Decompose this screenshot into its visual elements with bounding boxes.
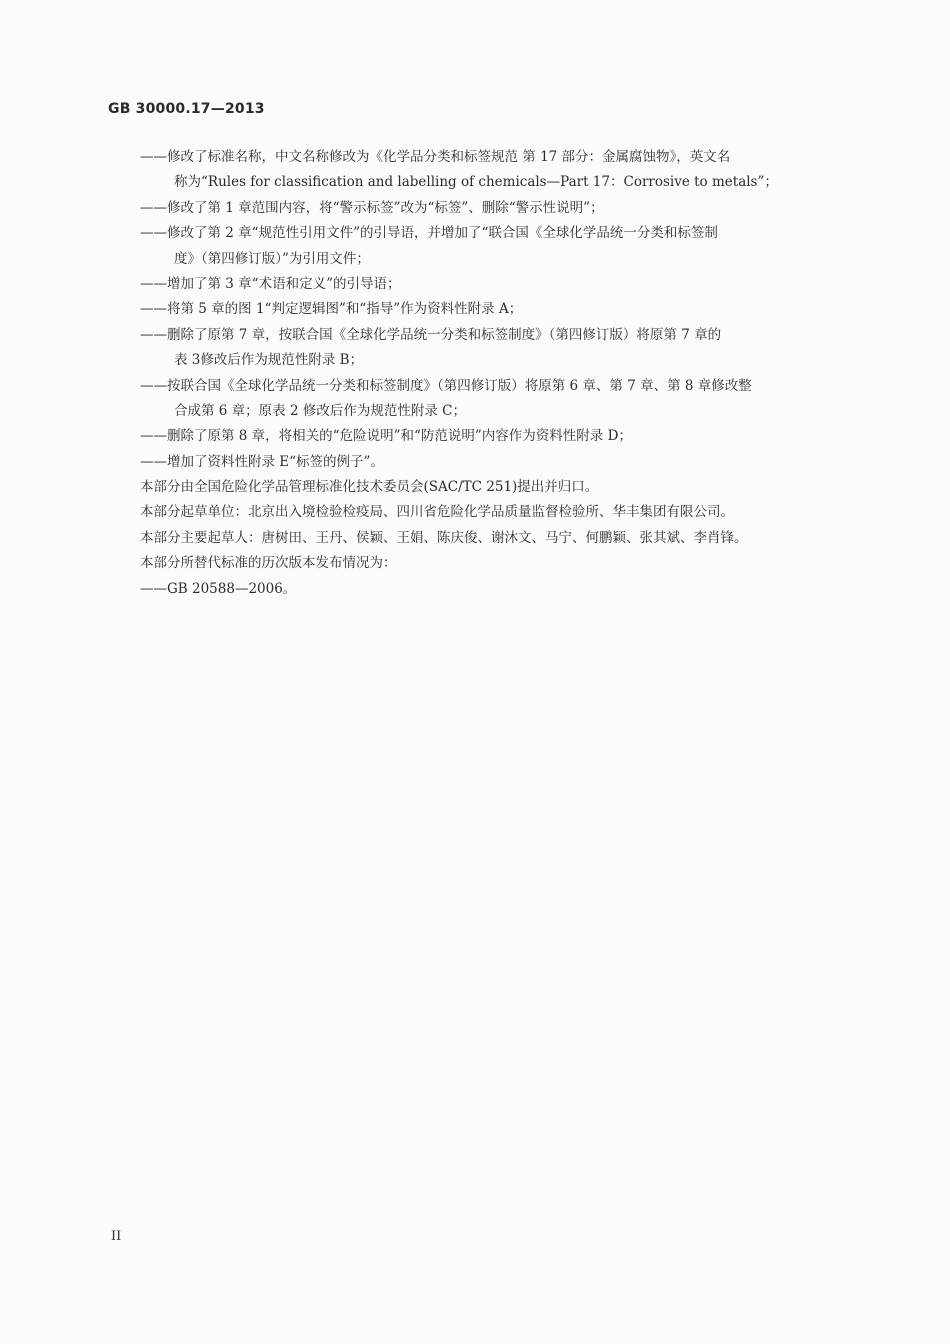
change-item: ——将第 5 章的图 1“判定逻辑图”和“指导”作为资料性附录 A； xyxy=(140,301,523,318)
change-item-continuation: 表 3修改后作为规范性附录 B； xyxy=(174,352,364,369)
standard-code: GB 30000.17—2013 xyxy=(108,101,265,117)
drafting-units: 本部分起草单位：北京出入境检验检疫局、四川省危险化学品质量监督检验所、华丰集团有限公司。 xyxy=(140,504,734,521)
change-item: ——修改了第 1 章范围内容，将“警示标签”改为“标签”、删除“警示性说明”； xyxy=(140,199,604,216)
change-item: ——删除了原第 7 章，按联合国《全球化学品统一分类和标签制度》（第四修订版）将原第 7 章的 xyxy=(140,326,722,343)
change-item: ——增加了资料性附录 E“标签的例子”。 xyxy=(140,453,384,470)
change-item-continuation: 度》（第四修订版）”为引用文件； xyxy=(174,250,370,267)
change-item-continuation: 合成第 6 章；原表 2 修改后作为规范性附录 C； xyxy=(174,402,466,419)
change-item: ——按联合国《全球化学品统一分类和标签制度》（第四修订版）将原第 6 章、第 7 章、第 8 章修改整 xyxy=(140,377,752,394)
previous-versions-heading: 本部分所替代标准的历次版本发布情况为： xyxy=(140,555,397,572)
change-item: ——修改了标准名称，中文名称修改为《化学品分类和标签规范 第 17 部分：金属腐蚀物》，英文名 xyxy=(140,149,731,165)
foreword-content xyxy=(140,145,852,602)
change-item-continuation: 称为“Rules for classification and labelling of chemicals—Part 17：Corrosive to metals”； xyxy=(174,174,778,191)
change-item: ——删除了原第 8 章，将相关的“危险说明”和“防范说明”内容作为资料性附录 D； xyxy=(140,428,632,445)
main-drafters: 本部分主要起草人：唐树田、王丹、侯颖、王娟、陈庆俊、谢沐文、马宁、何鹏颖、张其斌、李肖锋。 xyxy=(140,529,748,546)
change-item: ——增加了第 3 章“术语和定义”的引导语； xyxy=(140,275,401,292)
page-number: II xyxy=(111,1229,122,1244)
proposal-statement: 本部分由全国危险化学品管理标准化技术委员会(SAC/TC 251)提出并归口。 xyxy=(140,479,599,496)
change-item: ——修改了第 2 章“规范性引用文件”的引导语，并增加了“联合国《全球化学品统一分类和标签制 xyxy=(140,225,718,242)
previous-version-item: ——GB 20588—2006。 xyxy=(140,580,297,597)
